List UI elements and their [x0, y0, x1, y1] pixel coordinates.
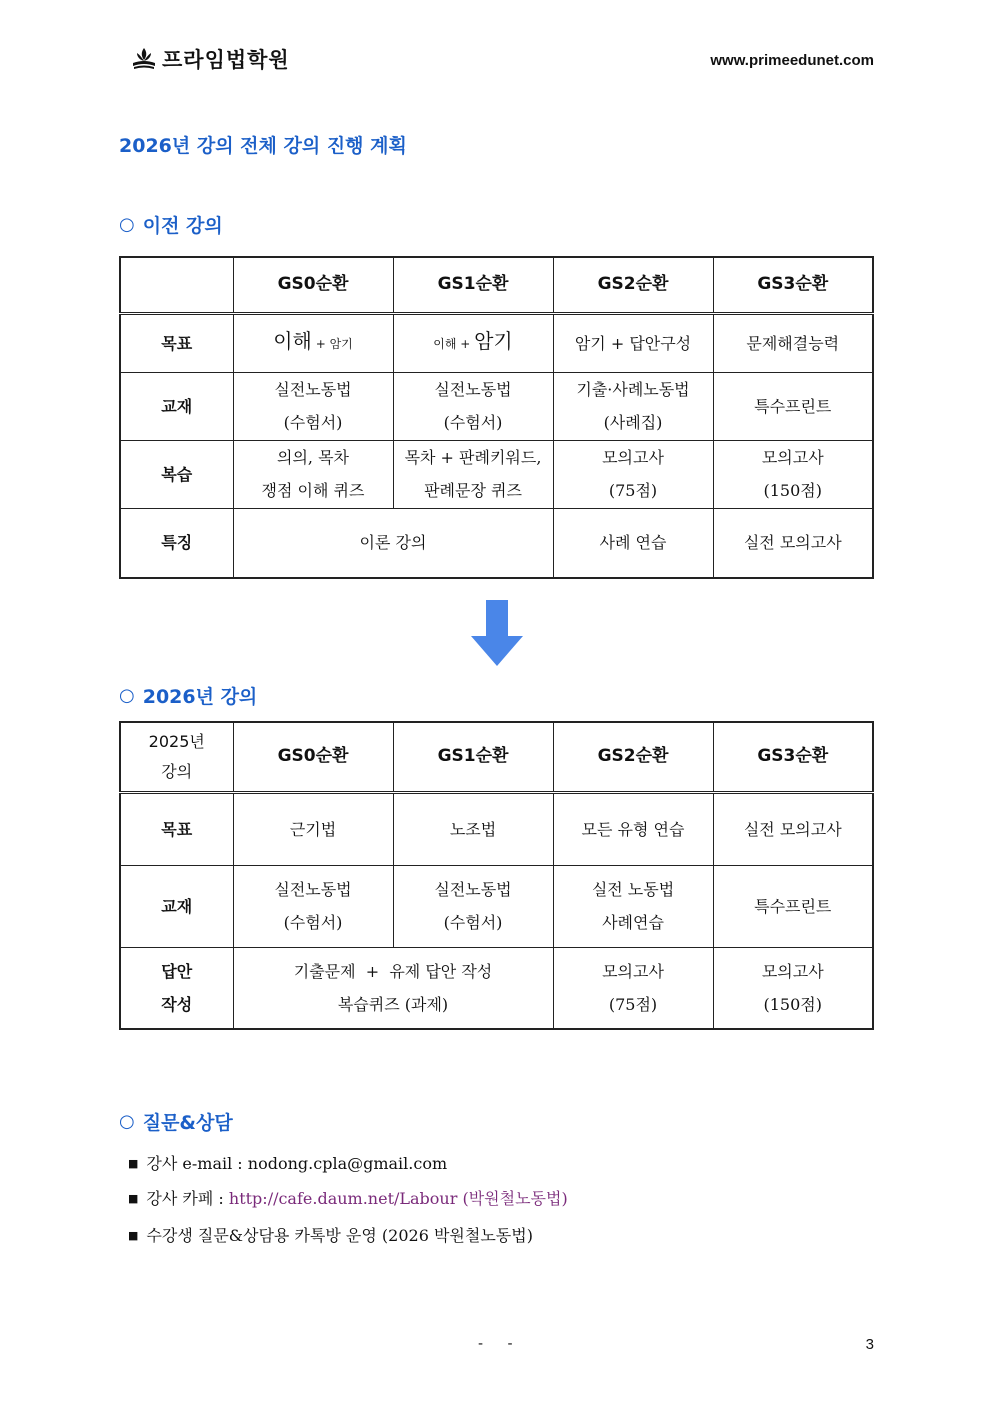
contact-cafe: ■ 강사 카페 : http://cafe.daum.net/Labour (박원철노동법)	[128, 1189, 568, 1208]
col-gs1: GS1순환	[393, 257, 553, 313]
textbook-gs2: 실전 노동법 사례연습	[553, 865, 713, 947]
row-label-answer: 답안 작성	[120, 947, 233, 1029]
feature-gs01: 이론 강의	[233, 508, 553, 578]
review-gs1: 목차 + 판례키워드, 판례문장 퀴즈	[393, 440, 553, 508]
textbook-gs0: 실전노동법 (수험서)	[233, 865, 393, 947]
section-title: 2026년 강의	[142, 686, 258, 708]
corner-cell	[120, 257, 233, 313]
review-gs3: 모의고사 (150점)	[713, 440, 873, 508]
goal-gs1: 노조법	[393, 792, 553, 865]
section-previous-lectures	[119, 211, 223, 238]
section-title: 질문&상담	[142, 1112, 233, 1134]
table-row	[120, 440, 873, 508]
table-row	[120, 947, 873, 1029]
col-gs0: GS0순환	[233, 722, 393, 792]
row-label-feature: 특징	[120, 508, 233, 578]
row-label-textbook: 교재	[120, 372, 233, 440]
textbook-gs3: 특수프린트	[713, 372, 873, 440]
col-gs2: GS2순환	[553, 722, 713, 792]
section-qa	[119, 1108, 233, 1135]
table-row	[120, 865, 873, 947]
goal-gs0: 이해 + 암기	[233, 313, 393, 372]
feature-gs2: 사례 연습	[553, 508, 713, 578]
textbook-gs2: 기출·사례노동법 (사례집)	[553, 372, 713, 440]
corner-cell: 2025년 강의	[120, 722, 233, 792]
col-gs3: GS3순환	[713, 257, 873, 313]
page-number: 3	[865, 1336, 874, 1353]
contact-kakaotalk: ■ 수강생 질문&상담용 카톡방 운영 (2026 박원철노동법)	[128, 1226, 533, 1245]
doc-title: 2026년 강의 전체 강의 진행 계획	[119, 135, 407, 157]
header-url[interactable]: www.primeedunet.com	[710, 52, 874, 69]
square-bullet-icon: ■	[128, 1192, 139, 1205]
textbook-gs0: 실전노동법 (수험서)	[233, 372, 393, 440]
2026-lectures-table	[119, 721, 874, 1030]
section-title: 이전 강의	[142, 215, 223, 237]
book-lotus-icon	[132, 46, 156, 72]
section-2026-lectures	[119, 682, 257, 709]
circle-icon: ○	[119, 685, 135, 706]
row-label-textbook: 교재	[120, 865, 233, 947]
goal-gs1: 이해 + 암기	[393, 313, 553, 372]
textbook-gs1: 실전노동법 (수험서)	[393, 372, 553, 440]
header-logo	[132, 44, 290, 74]
row-label-goal: 목표	[120, 792, 233, 865]
cafe-link[interactable]: http://cafe.daum.net/Labour (박원철노동법)	[228, 1189, 568, 1208]
col-gs2: GS2순환	[553, 257, 713, 313]
circle-icon: ○	[119, 1111, 135, 1132]
textbook-gs1: 실전노동법 (수험서)	[393, 865, 553, 947]
circle-icon: ○	[119, 214, 135, 235]
contact-email: ■ 강사 e-mail : nodong.cpla@gmail.com	[128, 1154, 448, 1173]
goal-gs3: 실전 모의고사	[713, 792, 873, 865]
answer-gs3: 모의고사 (150점)	[713, 947, 873, 1029]
review-gs0: 의의, 목차 쟁점 이해 퀴즈	[233, 440, 393, 508]
table-header-row	[120, 722, 873, 792]
answer-gs2: 모의고사 (75점)	[553, 947, 713, 1029]
previous-lectures-table	[119, 256, 874, 579]
table-header-row	[120, 257, 873, 313]
col-gs1: GS1순환	[393, 722, 553, 792]
table-row	[120, 313, 873, 372]
row-label-goal: 목표	[120, 313, 233, 372]
square-bullet-icon: ■	[128, 1157, 139, 1170]
col-gs0: GS0순환	[233, 257, 393, 313]
answer-gs01: 기출문제 + 유제 답안 작성 복습퀴즈 (과제)	[233, 947, 553, 1029]
table-row	[120, 508, 873, 578]
review-gs2: 모의고사 (75점)	[553, 440, 713, 508]
square-bullet-icon: ■	[128, 1229, 139, 1242]
goal-gs0: 근기법	[233, 792, 393, 865]
goal-gs2: 모든 유형 연습	[553, 792, 713, 865]
table-row	[120, 792, 873, 865]
page-dash: - -	[478, 1336, 523, 1352]
arrow-down-icon	[471, 600, 523, 666]
row-label-review: 복습	[120, 440, 233, 508]
table-row	[120, 372, 873, 440]
textbook-gs3: 특수프린트	[713, 865, 873, 947]
goal-gs3: 문제해결능력	[713, 313, 873, 372]
logo-text: 프라임법학원	[162, 48, 290, 72]
email-link[interactable]: nodong.cpla@gmail.com	[247, 1154, 448, 1173]
goal-gs2: 암기 + 답안구성	[553, 313, 713, 372]
col-gs3: GS3순환	[713, 722, 873, 792]
feature-gs3: 실전 모의고사	[713, 508, 873, 578]
